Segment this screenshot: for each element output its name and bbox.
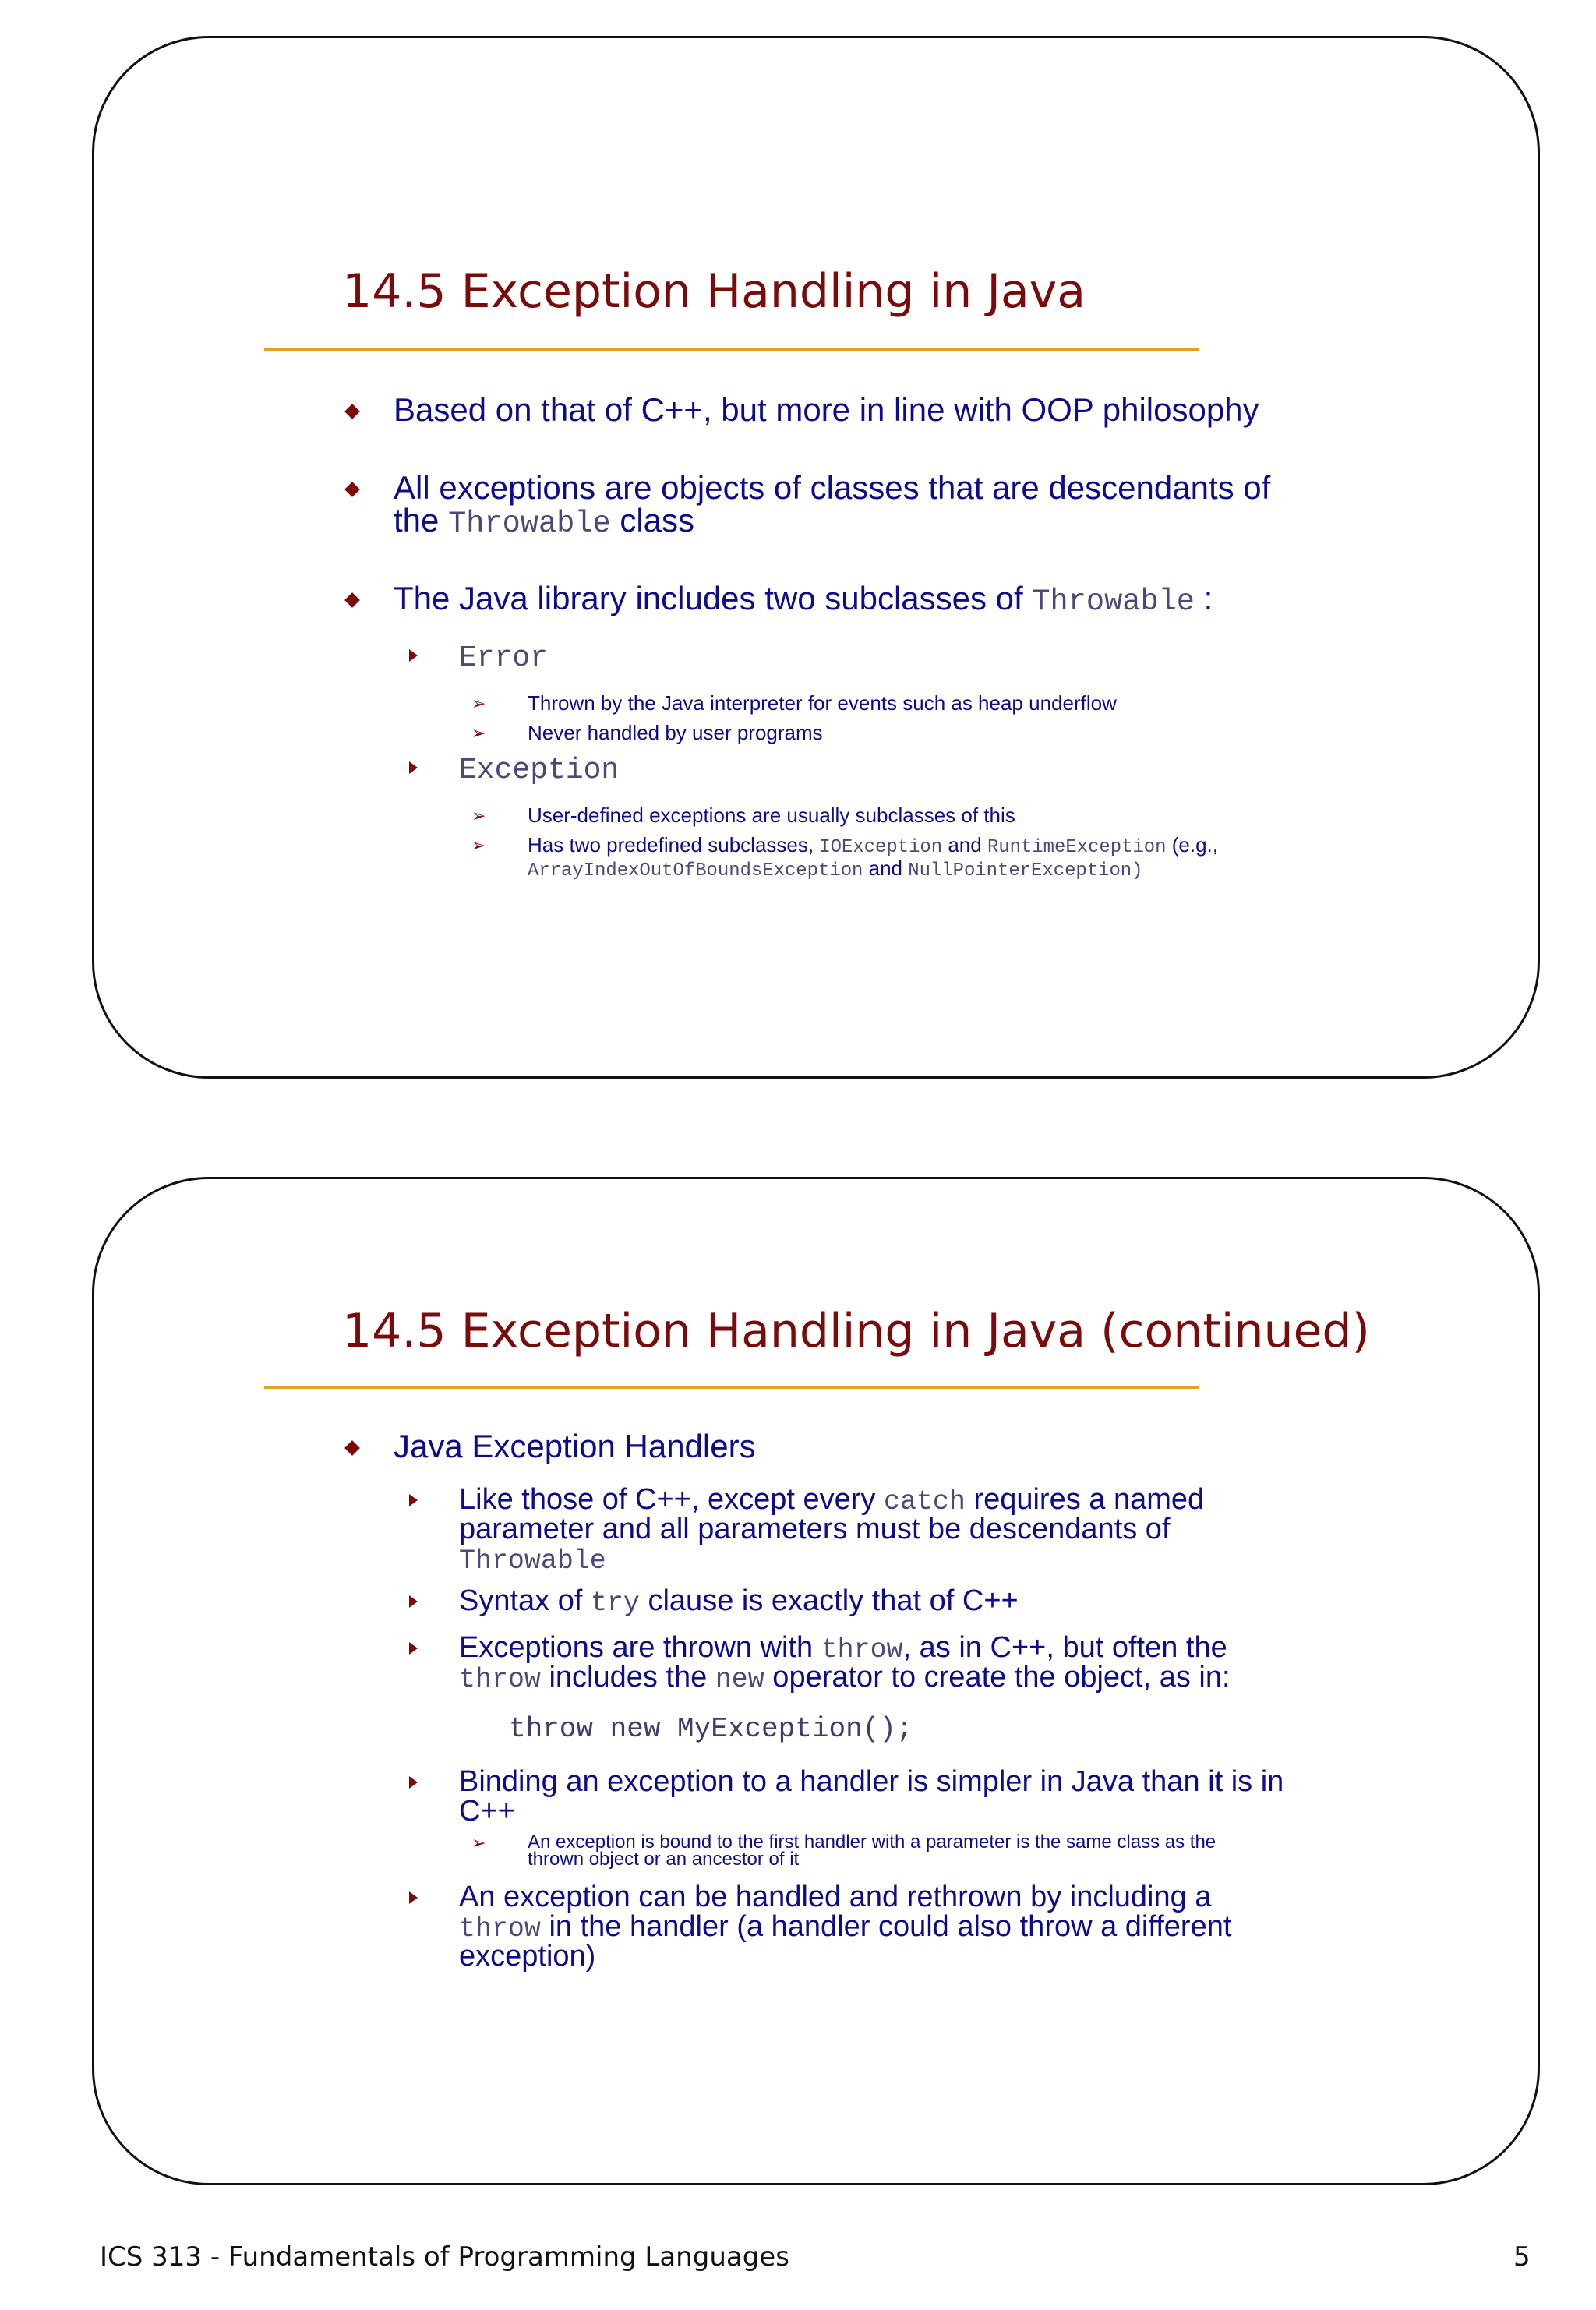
sub-bullet-text: Error — [459, 641, 549, 675]
sub-bullet-triangle-icon — [409, 1642, 418, 1655]
bullet-diamond-icon — [344, 1440, 360, 1456]
chevron-bullet-icon: ➢ — [471, 724, 486, 744]
bullet-diamond-icon — [344, 404, 360, 419]
sub-bullet-text-continued: exception) — [459, 1940, 596, 1973]
sub-bullet-text-continued: throw in the handler (a handler could also throw a different — [459, 1910, 1232, 1944]
sub-bullet-triangle-icon — [409, 1595, 418, 1608]
bullet-diamond-icon — [344, 592, 360, 608]
item-text-continued: ArrayIndexOutOfBoundsException and NullPointerException) — [528, 857, 1143, 881]
sub-bullet-triangle-icon — [409, 649, 418, 662]
footer-page-number: 5 — [1513, 2241, 1531, 2273]
sub-bullet-text-continued: throw includes the new operator to create the object, as in: — [459, 1661, 1231, 1695]
bullet-text: Java Exception Handlers — [394, 1428, 756, 1464]
item-text: Thrown by the Java interpreter for events such as heap underflow — [528, 691, 1117, 715]
sub-bullet-text: Exception — [459, 754, 620, 787]
title-rule — [264, 1386, 1199, 1389]
slide-1 — [92, 36, 1540, 1079]
chevron-bullet-icon: ➢ — [471, 836, 486, 856]
bullet-text: All exceptions are objects of classes that are descendants of — [394, 469, 1271, 506]
code-sample: throw new MyException(); — [509, 1713, 913, 1745]
title-rule — [264, 348, 1199, 351]
sub-bullet-text-continued: C++ — [459, 1795, 515, 1828]
slide-title: 14.5 Exception Handling in Java (continued) — [342, 1304, 1370, 1358]
item-text-continued: thrown object or an ancestor of it — [528, 1849, 800, 1870]
item-text: Has two predefined subclasses, IOException and RuntimeException (e.g., — [528, 833, 1218, 858]
sub-bullet-text: Syntax of try clause is exactly that of C++ — [459, 1584, 1019, 1619]
sub-bullet-triangle-icon — [409, 1776, 418, 1789]
bullet-text: The Java library includes two subclasses of Throwable : — [394, 580, 1213, 619]
sub-bullet-triangle-icon — [409, 1494, 418, 1506]
sub-bullet-text-continued: Throwable — [459, 1546, 606, 1577]
chevron-bullet-icon: ➢ — [471, 807, 486, 826]
chevron-bullet-icon: ➢ — [471, 694, 486, 714]
slide-title: 14.5 Exception Handling in Java — [342, 264, 1086, 319]
slide-2 — [92, 1177, 1540, 2185]
sub-bullet-triangle-icon — [409, 1891, 418, 1904]
chevron-bullet-icon: ➢ — [471, 1834, 486, 1853]
sub-bullet-text: Binding an exception to a handler is simpler in Java than it is in — [459, 1765, 1284, 1798]
item-text: Never handled by user programs — [528, 721, 823, 744]
sub-bullet-text: Exceptions are thrown with throw, as in C++, but often the — [459, 1631, 1227, 1665]
sub-bullet-text: An exception can be handled and rethrown by including a — [459, 1881, 1212, 1913]
bullet-text: Based on that of C++, but more in line with OOP philosophy — [394, 391, 1259, 428]
footer-course: ICS 313 - Fundamentals of Programming Languages — [100, 2241, 789, 2273]
bullet-diamond-icon — [344, 482, 360, 497]
sub-bullet-text-continued: parameter and all parameters must be descendants of — [459, 1513, 1171, 1545]
sub-bullet-text: Like those of C++, except every catch requires a named — [459, 1483, 1205, 1517]
item-text: User-defined exceptions are usually subclasses of this — [528, 804, 1015, 827]
sub-bullet-triangle-icon — [409, 761, 418, 774]
item-text: An exception is bound to the first handler with a parameter is the same class as the — [528, 1831, 1216, 1853]
bullet-text-continued: the Throwable class — [394, 502, 695, 541]
